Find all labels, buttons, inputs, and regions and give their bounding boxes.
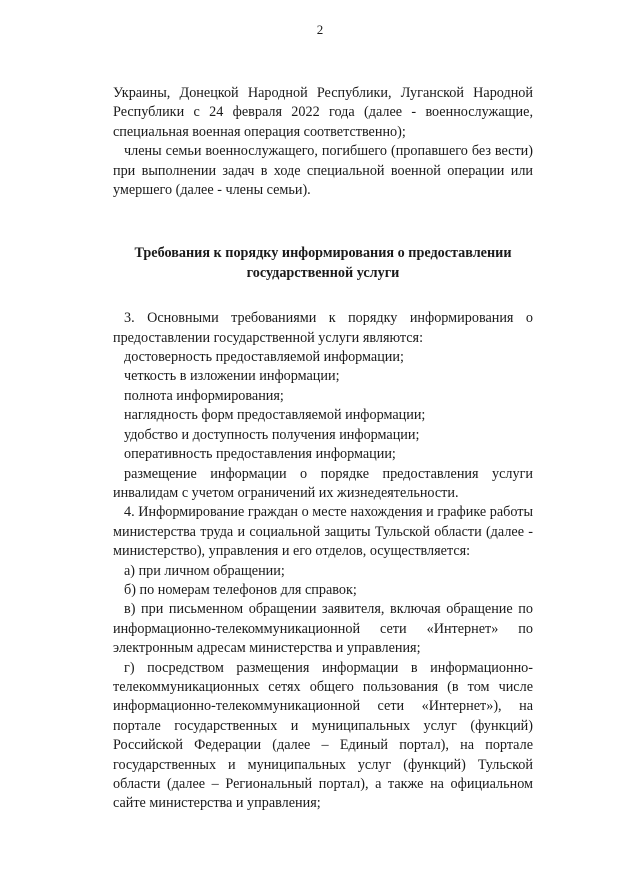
subitem-g: г) посредством размещения информации в информационно-телекоммуникационных сетях общего пользования (в том числе информационно-телекоммуникационной сети «Интернет»), на портале государственных и муниципальных услуг (функций) Российской Федерации (далее – Единый портал), на портале государственных и муниципальных услуг (функций) Тульской области (далее – Региональный портал), а также на официальном сайте министерства и управления; xyxy=(113,659,533,812)
section-heading xyxy=(113,244,533,283)
section-heading-line-1: Требования к порядку информирования о предоставлении xyxy=(134,245,512,262)
paragraph-3-intro: 3. Основными требованиями к порядку информирования о предоставлении государственной услуги являются: xyxy=(113,310,533,346)
subitem-b: б) по номерам телефонов для справок; xyxy=(124,581,357,598)
section-heading-line-2: государственной услуги xyxy=(246,264,400,281)
list-item-last: размещение информации о порядке предоставления услуги инвалидам с учетом ограничений их жизнедеятельности. xyxy=(113,465,533,501)
paragraph-continuation: Украины, Донецкой Народной Республики, Луганской Народной Республики с 24 февраля 2022 года (далее - военнослужащие, специальная военная операция соответственно); xyxy=(113,85,533,140)
paragraph-family-members: члены семьи военнослужащего, погибшего (пропавшего без вести) при выполнении задач в ходе специальной военной операции или умершего (далее - члены семьи). xyxy=(113,143,533,199)
subitem-v: в) при письменном обращении заявителя, включая обращение по информационно-телекоммуникационной сети «Интернет» по электронным адресам министерства и управления; xyxy=(113,601,533,657)
paragraph-4-intro: 4. Информирование граждан о месте нахождения и графике работы министерства труда и социальной защиты Тульской области (далее - министерство), управления и его отделов, осуществляется: xyxy=(113,504,533,560)
list-item: оперативность предоставления информации; xyxy=(124,446,396,463)
list-item: наглядность форм предоставляемой информации; xyxy=(124,407,426,424)
list-item: полнота информирования; xyxy=(124,387,284,404)
page-number: 2 xyxy=(316,22,324,37)
list-item: четкость в изложении информации; xyxy=(124,368,340,385)
list-item: достоверность предоставляемой информации; xyxy=(124,349,404,366)
document-body xyxy=(113,84,533,814)
list-item: удобство и доступность получения информации; xyxy=(124,426,420,443)
subitem-a: а) при личном обращении; xyxy=(124,562,285,579)
